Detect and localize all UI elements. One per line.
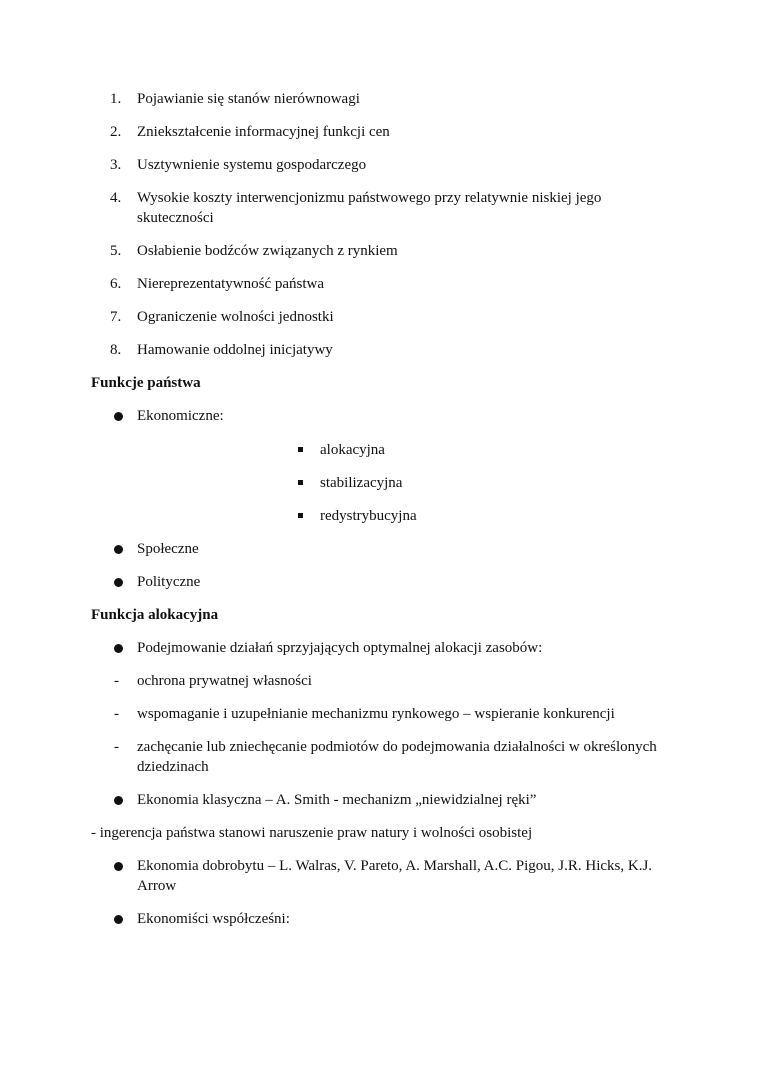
square-bullet-icon xyxy=(298,480,303,485)
dash-item-text: wspomaganie i uzupełnianie mechanizmu rynkowego – wspieranie konkurencji xyxy=(137,706,615,722)
section-heading-allocation: Funkcja alokacyjna xyxy=(91,607,219,623)
dash-marker: - xyxy=(114,673,119,689)
plain-paragraph: - ingerencja państwa stanowi naruszenie praw natury i wolności osobistej xyxy=(91,825,533,841)
bullet-text-economic: Ekonomiczne: xyxy=(137,408,224,424)
square-bullet-icon xyxy=(298,513,303,518)
sub-item-text: stabilizacyjna xyxy=(320,475,403,491)
sub-item-text: redystrybucyjna xyxy=(320,508,417,524)
list-item-text: Zniekształcenie informacyjnej funkcji cen xyxy=(137,124,390,140)
bullet-text-political: Polityczne xyxy=(137,574,201,590)
list-number: 6. xyxy=(110,276,122,292)
list-item-text: Hamowanie oddolnej inicjatywy xyxy=(137,342,333,358)
bullet-text: Podejmowanie działań sprzyjających optymalnej alokacji zasobów: xyxy=(137,640,543,656)
list-item-text-continuation: skuteczności xyxy=(137,210,214,226)
square-bullet-icon xyxy=(298,447,303,452)
bullet-icon xyxy=(114,545,123,554)
list-item-text: Ograniczenie wolności jednostki xyxy=(137,309,334,325)
section-heading-functions: Funkcje państwa xyxy=(91,375,201,391)
bullet-text: Ekonomiści współcześni: xyxy=(137,911,290,927)
bullet-icon xyxy=(114,578,123,587)
bullet-icon xyxy=(114,915,123,924)
list-number: 4. xyxy=(110,190,122,206)
bullet-text: Ekonomia klasyczna – A. Smith - mechanizm „niewidzialnej ręki” xyxy=(137,792,537,808)
bullet-text-continuation: Arrow xyxy=(137,878,177,894)
bullet-text: Ekonomia dobrobytu – L. Walras, V. Pareto, A. Marshall, A.C. Pigou, J.R. Hicks, K.J. xyxy=(137,858,653,874)
list-item-text: Niereprezentatywność państwa xyxy=(137,276,325,292)
dash-item-text: zachęcanie lub zniechęcanie podmiotów do podejmowania działalności w określonych xyxy=(137,739,657,755)
list-number: 1. xyxy=(110,91,122,107)
bullet-icon xyxy=(114,796,123,805)
dash-item-text-continuation: dziedzinach xyxy=(137,759,209,775)
bullet-icon xyxy=(114,862,123,871)
list-item-text: Pojawianie się stanów nierównowagi xyxy=(137,91,360,107)
list-number: 3. xyxy=(110,157,122,173)
list-item-text: Usztywnienie systemu gospodarczego xyxy=(137,157,367,173)
list-number: 5. xyxy=(110,243,122,259)
sub-item-text: alokacyjna xyxy=(320,442,385,458)
dash-marker: - xyxy=(114,739,119,755)
bullet-icon xyxy=(114,412,123,421)
list-number: 7. xyxy=(110,309,122,325)
list-item-text: Wysokie koszty interwencjonizmu państwowego przy relatywnie niskiej jego xyxy=(137,190,602,206)
dash-marker: - xyxy=(114,706,119,722)
list-item-text: Osłabienie bodźców związanych z rynkiem xyxy=(137,243,398,259)
dash-item-text: ochrona prywatnej własności xyxy=(137,673,312,689)
list-number: 2. xyxy=(110,124,122,140)
bullet-icon xyxy=(114,644,123,653)
list-number: 8. xyxy=(110,342,122,358)
bullet-text-social: Społeczne xyxy=(137,541,199,557)
